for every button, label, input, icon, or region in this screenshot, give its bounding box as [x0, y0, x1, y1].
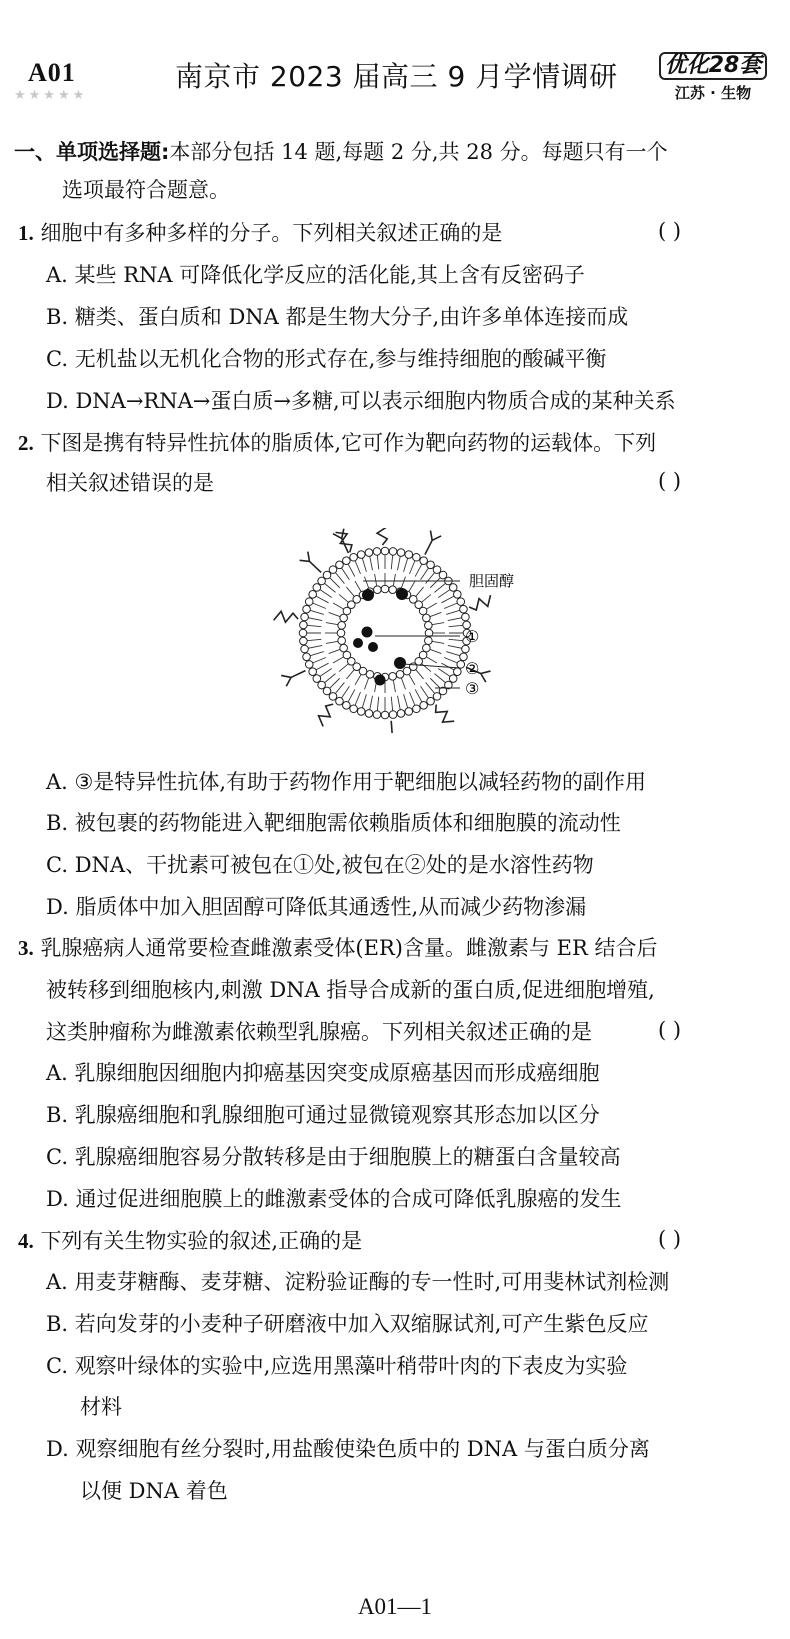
label-2: ② [465, 659, 480, 678]
lipid-head [405, 708, 413, 716]
logo-top: 优化28套 [659, 52, 768, 80]
section-heading: 一、单项选择题: [14, 140, 170, 164]
drug-dot [353, 638, 363, 648]
drug-dot [368, 642, 378, 652]
lipid-head [389, 586, 397, 594]
lipid-head [338, 637, 346, 645]
lipid-head [343, 557, 351, 565]
lipid-head [405, 551, 413, 559]
lipid-head [420, 557, 428, 565]
drug-dot [375, 675, 386, 686]
lipid-head [343, 702, 351, 710]
lipid-head [305, 661, 313, 669]
lipid-head [425, 622, 433, 630]
brand-logo [658, 52, 768, 103]
lipid-head [357, 551, 365, 559]
q4-option-d: D. 观察细胞有丝分裂时,用盐酸使染色质中的 DNA 与蛋白质分离 [46, 1437, 650, 1461]
lipid-head [336, 697, 344, 705]
lipid-head [365, 549, 373, 557]
lipid-head [381, 547, 389, 555]
question-2-stem-2: 相关叙述错误的是 [46, 471, 214, 495]
label-cholesterol: 胆固醇 [469, 572, 515, 590]
q4-option-c-cont: 材料 [80, 1395, 122, 1419]
lipid-head [357, 708, 365, 716]
lipid-head [389, 548, 397, 556]
star-decoration: ★★★★★ [14, 88, 88, 103]
lipid-head [336, 561, 344, 569]
q3-option-b: B. 乳腺癌细胞和乳腺细胞可通过显微镜观察其形态加以区分 [46, 1103, 600, 1127]
q1-option-d: D. DNA→RNA→蛋白质→多糖,可以表示细胞内物质合成的某种关系 [46, 389, 676, 413]
lipid-head [396, 671, 404, 679]
lipid-head [381, 711, 389, 719]
page-title: 南京市 2023 届高三 9 月学情调研 [175, 60, 618, 93]
page-header [0, 0, 790, 120]
lipid-head [419, 607, 427, 615]
q3-option-a: A. 乳腺细胞因细胞内抑癌基因突变成原癌基因而形成癌细胞 [46, 1061, 600, 1085]
section-heading-line [14, 138, 668, 166]
antibody [300, 552, 322, 573]
lipid-head [403, 667, 411, 675]
question-3-stem: 3. 乳腺癌病人通常要检查雌激素受体(ER)含量。雌激素与 ER 结合后 [18, 936, 658, 960]
lipid-head [462, 613, 470, 621]
lipid-head [309, 591, 317, 599]
lipid-head [389, 711, 397, 719]
lipid-head [373, 548, 381, 556]
drug-dot [362, 627, 373, 638]
lipid-head [303, 653, 311, 661]
lipid-head [366, 671, 374, 679]
answer-bracket-4: ( ) [658, 1227, 682, 1251]
lipid-head [420, 702, 428, 710]
lipid-head [457, 598, 465, 606]
lipid-head [397, 549, 405, 557]
answer-bracket-3: ( ) [658, 1018, 682, 1042]
paper-code: A01 [28, 58, 76, 87]
lipid-head [413, 553, 421, 561]
q2-option-b: B. 被包裹的药物能进入靶细胞需依赖脂质体和细胞膜的流动性 [46, 811, 621, 835]
polymer-chain [319, 704, 334, 726]
lipid-head [423, 614, 431, 622]
lipid-head [381, 585, 389, 593]
question-2-stem: 2. 下图是携有特异性抗体的脂质体,它可作为靶向药物的运载体。下列 [18, 431, 657, 455]
lipid-head [329, 566, 337, 574]
question-3-stem-2: 被转移到细胞核内,刺激 DNA 指导合成新的蛋白质,促进细胞增殖, [46, 978, 655, 1002]
lipid-head [337, 629, 345, 637]
lipid-head [340, 644, 348, 652]
lipid-head [301, 613, 309, 621]
lipid-head [454, 591, 462, 599]
lipid-head [457, 661, 465, 669]
lipid-head [423, 644, 431, 652]
question-3-stem-3: 这类肿瘤称为雌激素依赖型乳腺癌。下列相关叙述正确的是 [46, 1020, 592, 1044]
lipid-head [299, 629, 307, 637]
lipid-bilayer [299, 547, 471, 719]
drug-dot [394, 657, 406, 669]
q1-option-c: C. 无机盐以无机化合物的形式存在,参与维持细胞的酸碱平衡 [46, 347, 607, 371]
q2-option-a: A. ③是特异性抗体,有助于药物作用于靶细胞以减轻药物的副作用 [46, 770, 647, 794]
q4-option-a: A. 用麦芽糖酶、麦芽糖、淀粉验证酶的专一性时,可用斐林试剂检测 [46, 1270, 670, 1294]
lipid-head [313, 584, 321, 592]
lipid-head [397, 710, 405, 718]
q2-option-d: D. 脂质体中加入胆固醇可降低其通透性,从而减少药物渗漏 [46, 895, 587, 919]
lipid-head [338, 622, 346, 630]
lipid-head [300, 621, 308, 629]
antibody [425, 530, 441, 554]
lipid-head [413, 705, 421, 713]
lipid-head [373, 711, 381, 719]
q4-option-d-cont: 以便 DNA 着色 [80, 1479, 228, 1503]
lipid-head [300, 637, 308, 645]
polymer-chain [436, 705, 455, 723]
drug-dot [362, 589, 374, 601]
answer-bracket-1: ( ) [658, 219, 682, 243]
lipid-head [340, 614, 348, 622]
lipid-head [350, 705, 358, 713]
lipid-head [350, 553, 358, 561]
lipid-head [301, 645, 309, 653]
q1-option-b: B. 糖类、蛋白质和 DNA 都是生物大分子,由许多单体连接而成 [46, 305, 629, 329]
liposome-diagram [245, 528, 550, 733]
q4-option-c: C. 观察叶绿体的实验中,应选用黑藻叶稍带叶肉的下表皮为实验 [46, 1354, 628, 1378]
label-1: ① [465, 627, 480, 646]
antibody [281, 671, 305, 687]
q3-option-c: C. 乳腺癌细胞容易分散转移是由于细胞膜上的糖蛋白含量较高 [46, 1145, 621, 1169]
question-4-stem: 4. 下列有关生物实验的叙述,正确的是 [18, 1229, 363, 1253]
polymer-chain [377, 528, 388, 545]
q4-option-b: B. 若向发芽的小麦种子研磨液中加入双缩脲试剂,可产生紫色反应 [46, 1312, 649, 1336]
lipid-head [365, 710, 373, 718]
polymer-chain [274, 611, 298, 622]
antibody [387, 721, 399, 733]
q2-option-c: C. DNA、干扰素可被包在①处,被包在②处的是水溶性药物 [46, 853, 594, 877]
lipid-head [309, 668, 317, 676]
answer-bracket-2: ( ) [658, 469, 682, 493]
lipid-head [303, 605, 311, 613]
lipid-head [454, 668, 462, 676]
section-intro-2: 选项最符合题意。 [62, 178, 230, 202]
lipid-head [449, 584, 457, 592]
page-number: A01—1 [357, 1594, 433, 1619]
lipid-head [449, 675, 457, 683]
question-1-stem: 1. 细胞中有多种多样的分子。下列相关叙述正确的是 [18, 221, 503, 245]
section-intro-1: 本部分包括 14 题,每题 2 分,共 28 分。每题只有一个 [169, 140, 668, 164]
drug-dot [396, 588, 408, 600]
q3-option-d: D. 通过促进细胞膜上的雌激素受体的合成可降低乳腺癌的发生 [46, 1187, 622, 1211]
lipid-head [433, 693, 441, 701]
lipid-head [462, 645, 470, 653]
label-3: ③ [465, 679, 480, 698]
lipid-head [374, 586, 382, 594]
lipid-head [427, 697, 435, 705]
lipid-head [318, 681, 326, 689]
q1-option-a: A. 某些 RNA 可降低化学反应的活化能,其上含有反密码子 [46, 263, 585, 287]
lipid-head [425, 637, 433, 645]
lipid-head [389, 673, 397, 681]
lipid-head [343, 651, 351, 659]
lipid-head [305, 598, 313, 606]
logo-bottom: 江苏 · 生物 [674, 84, 752, 102]
lipid-head [460, 605, 468, 613]
lipid-head [427, 561, 435, 569]
polymer-chain [469, 595, 490, 610]
lipid-head [313, 675, 321, 683]
